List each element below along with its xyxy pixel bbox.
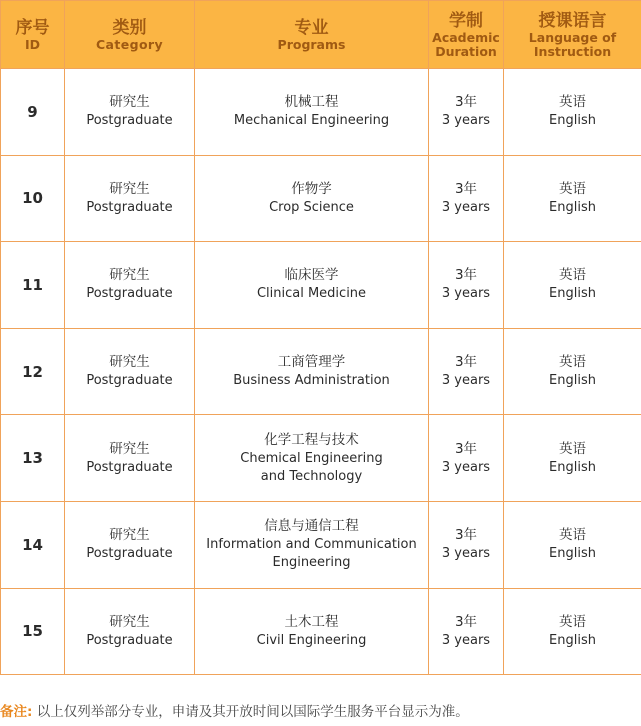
cell-duration xyxy=(429,501,504,588)
cell-category xyxy=(65,155,195,242)
header-duration xyxy=(429,1,504,69)
duration-cn: 3年 xyxy=(454,613,478,630)
cell-language xyxy=(504,328,641,415)
table-row xyxy=(1,501,641,588)
category-cn: 研究生 xyxy=(109,613,150,630)
header-program xyxy=(195,1,429,69)
program-en: and Technology xyxy=(260,468,363,484)
cell-category xyxy=(65,588,195,675)
category-cn: 研究生 xyxy=(109,440,150,457)
program-en: Chemical Engineering xyxy=(240,450,383,466)
duration-en: 3 years xyxy=(441,546,491,562)
header-duration-cn: 学制 xyxy=(449,10,483,31)
program-cn: 工商管理学 xyxy=(277,354,346,371)
cell-program xyxy=(195,415,429,502)
category-cn: 研究生 xyxy=(109,180,150,197)
duration-cn: 3年 xyxy=(454,354,478,371)
duration-cn: 3年 xyxy=(454,94,478,111)
language-cn: 英语 xyxy=(559,180,586,197)
language-en: English xyxy=(549,546,596,562)
program-cn: 土木工程 xyxy=(284,613,339,630)
cell-category xyxy=(65,501,195,588)
program-en: Crop Science xyxy=(269,199,354,215)
duration-en: 3 years xyxy=(441,113,491,129)
program-en: Information and Communication xyxy=(206,537,417,553)
cell-language xyxy=(504,501,641,588)
cell-duration xyxy=(429,69,504,156)
category-en: Postgraduate xyxy=(86,373,173,389)
header-id-en: ID xyxy=(24,36,41,52)
program-en: Engineering xyxy=(272,555,351,571)
duration-en: 3 years xyxy=(441,632,491,648)
cell-program xyxy=(195,328,429,415)
category-en: Postgraduate xyxy=(86,459,173,475)
program-en: Business Administration xyxy=(233,373,390,389)
category-cn: 研究生 xyxy=(109,94,150,111)
language-en: English xyxy=(549,632,596,648)
footnote-label: 备注: xyxy=(0,704,33,720)
category-en: Postgraduate xyxy=(86,632,173,648)
cell-duration xyxy=(429,588,504,675)
cell-id: 12 xyxy=(1,328,65,415)
program-cn: 机械工程 xyxy=(284,94,339,111)
cell-language xyxy=(504,69,641,156)
cell-duration xyxy=(429,415,504,502)
category-en: Postgraduate xyxy=(86,199,173,215)
cell-program xyxy=(195,69,429,156)
cell-id: 11 xyxy=(1,242,65,329)
header-language xyxy=(504,1,641,69)
program-cn: 化学工程与技术 xyxy=(264,431,359,448)
cell-language xyxy=(504,242,641,329)
cell-program xyxy=(195,588,429,675)
header-program-en: Programs xyxy=(277,36,346,52)
duration-en: 3 years xyxy=(441,373,491,389)
language-cn: 英语 xyxy=(559,440,586,457)
language-cn: 英语 xyxy=(559,94,586,111)
language-cn: 英语 xyxy=(559,527,586,544)
footnote-text: 以上仅列举部分专业，申请及其开放时间以国际学生服务平台显示为准。 xyxy=(36,704,469,720)
cell-category xyxy=(65,415,195,502)
table-row xyxy=(1,328,641,415)
table-row xyxy=(1,69,641,156)
program-en: Civil Engineering xyxy=(256,632,367,648)
category-en: Postgraduate xyxy=(86,546,173,562)
duration-en: 3 years xyxy=(441,286,491,302)
category-en: Postgraduate xyxy=(86,286,173,302)
category-cn: 研究生 xyxy=(109,267,150,284)
table-row xyxy=(1,242,641,329)
language-en: English xyxy=(549,459,596,475)
header-id-cn: 序号 xyxy=(15,17,50,38)
duration-en: 3 years xyxy=(441,199,491,215)
cell-program xyxy=(195,155,429,242)
header-language-en-line1: Language of xyxy=(528,29,617,45)
cell-id: 15 xyxy=(1,588,65,675)
program-cn: 作物学 xyxy=(291,180,332,197)
category-cn: 研究生 xyxy=(109,354,150,371)
cell-program xyxy=(195,501,429,588)
program-cn: 临床医学 xyxy=(284,267,339,284)
duration-en: 3 years xyxy=(441,459,491,475)
cell-duration xyxy=(429,155,504,242)
cell-duration xyxy=(429,328,504,415)
language-en: English xyxy=(549,373,596,389)
language-en: English xyxy=(549,199,596,215)
header-id xyxy=(1,1,65,69)
table-row xyxy=(1,155,641,242)
header-language-cn: 授课语言 xyxy=(538,10,607,31)
cell-program xyxy=(195,242,429,329)
cell-id: 13 xyxy=(1,415,65,502)
program-cn: 信息与通信工程 xyxy=(264,518,359,535)
header-category-en: Category xyxy=(95,36,164,52)
duration-cn: 3年 xyxy=(454,440,478,457)
table-row xyxy=(1,415,641,502)
program-en: Mechanical Engineering xyxy=(233,113,390,129)
cell-id: 10 xyxy=(1,155,65,242)
cell-id: 14 xyxy=(1,501,65,588)
language-cn: 英语 xyxy=(559,354,586,371)
cell-duration xyxy=(429,242,504,329)
duration-cn: 3年 xyxy=(454,180,478,197)
language-cn: 英语 xyxy=(559,613,586,630)
header-category xyxy=(65,1,195,69)
cell-language xyxy=(504,155,641,242)
language-cn: 英语 xyxy=(559,267,586,284)
header-program-cn: 专业 xyxy=(294,17,329,38)
cell-category xyxy=(65,328,195,415)
program-en: Clinical Medicine xyxy=(256,286,367,302)
category-cn: 研究生 xyxy=(109,527,150,544)
table-header-row xyxy=(1,1,641,69)
cell-language xyxy=(504,415,641,502)
footnote xyxy=(0,703,469,721)
header-duration-en-line1: Academic xyxy=(432,29,500,45)
cell-id: 9 xyxy=(1,69,65,156)
cell-category xyxy=(65,242,195,329)
duration-cn: 3年 xyxy=(454,267,478,284)
header-duration-en-line2: Duration xyxy=(435,43,497,59)
header-category-cn: 类别 xyxy=(112,17,147,38)
category-en: Postgraduate xyxy=(86,113,173,129)
duration-cn: 3年 xyxy=(454,527,478,544)
language-en: English xyxy=(549,286,596,302)
header-language-en-line2: Instruction xyxy=(533,43,612,59)
language-en: English xyxy=(549,113,596,129)
cell-category xyxy=(65,69,195,156)
cell-language xyxy=(504,588,641,675)
table-row xyxy=(1,588,641,675)
